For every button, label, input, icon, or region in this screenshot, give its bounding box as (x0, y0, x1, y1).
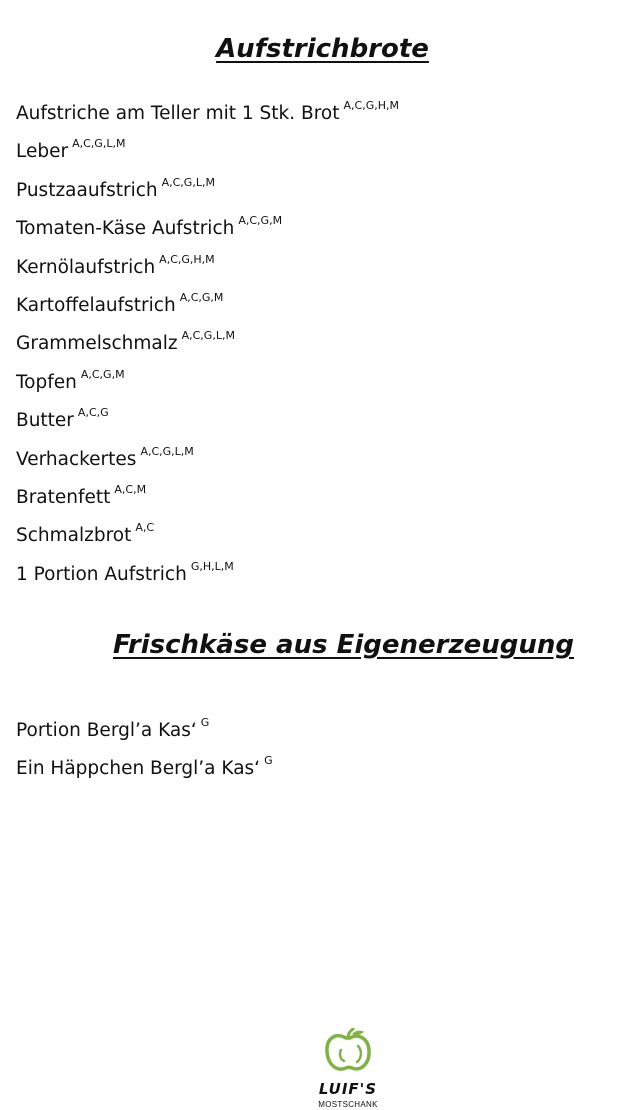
item-allergens: A,C,G,M (238, 214, 283, 228)
item-allergens: A,C,G,L,M (161, 175, 215, 189)
menu-item (16, 365, 399, 403)
item-allergens: G,H,L,M (190, 559, 234, 573)
item-name: Schmalzbrot (16, 525, 132, 547)
item-allergens: G (264, 754, 273, 768)
menu-item (16, 250, 399, 288)
cheese-list (16, 713, 273, 790)
menu-item (16, 480, 399, 518)
item-allergens: A,C,G,H,M (159, 252, 215, 266)
item-name: Aufstriche am Teller mit 1 Stk. Brot (16, 103, 340, 125)
item-name: Tomaten-Käse Aufstrich (16, 218, 235, 240)
item-name: Kernölaufstrich (16, 256, 156, 278)
logo-name: LUIF'S (318, 1080, 378, 1098)
item-allergens: A,C,M (114, 482, 147, 496)
item-allergens: A,C (135, 521, 155, 535)
menu-item (16, 518, 399, 556)
menu-item (16, 751, 273, 789)
item-allergens: A,C,G (77, 406, 109, 420)
menu-item (16, 96, 399, 134)
menu-item (16, 403, 399, 441)
spread-list (16, 96, 399, 595)
item-name: Pustzaaufstrich (16, 179, 158, 201)
item-allergens: A,C,G,M (179, 290, 224, 304)
menu-item (16, 557, 399, 595)
item-name: Verhackertes (16, 448, 137, 470)
item-name: Bratenfett (16, 487, 111, 509)
item-name: Kartoffelaufstrich (16, 295, 176, 317)
section-title-aufstrichbrote: Aufstrichbrote (216, 34, 429, 64)
item-allergens: A,C,G,H,M (343, 99, 399, 112)
logo (310, 1028, 386, 1110)
item-allergens: A,C,G,L,M (181, 329, 235, 343)
item-name: Butter (16, 410, 74, 432)
item-name: Topfen (16, 371, 77, 393)
apple-icon (324, 1028, 372, 1080)
section-title-frischkaese: Frischkäse aus Eigenerzeugung (112, 630, 575, 660)
item-name: Ein Häppchen Bergl’a Kas‘ (16, 758, 261, 780)
item-name: Leber (16, 141, 69, 163)
menu-item (16, 211, 399, 249)
menu-item (16, 326, 399, 364)
item-allergens: A,C,G,M (80, 367, 125, 381)
menu-item (16, 288, 399, 326)
menu-item (16, 173, 399, 211)
menu-item (16, 442, 399, 480)
menu-item (16, 134, 399, 172)
item-name: Grammelschmalz (16, 333, 178, 355)
item-allergens: G (200, 716, 210, 729)
item-allergens: A,C,G,L,M (72, 137, 126, 151)
item-allergens: A,C,G,L,M (140, 444, 194, 458)
logo-subtitle: MOSTSCHANK (318, 1100, 378, 1109)
menu-item (16, 713, 273, 751)
item-name: Portion Bergl’a Kas‘ (16, 720, 197, 742)
item-name: 1 Portion Aufstrich (16, 563, 187, 585)
